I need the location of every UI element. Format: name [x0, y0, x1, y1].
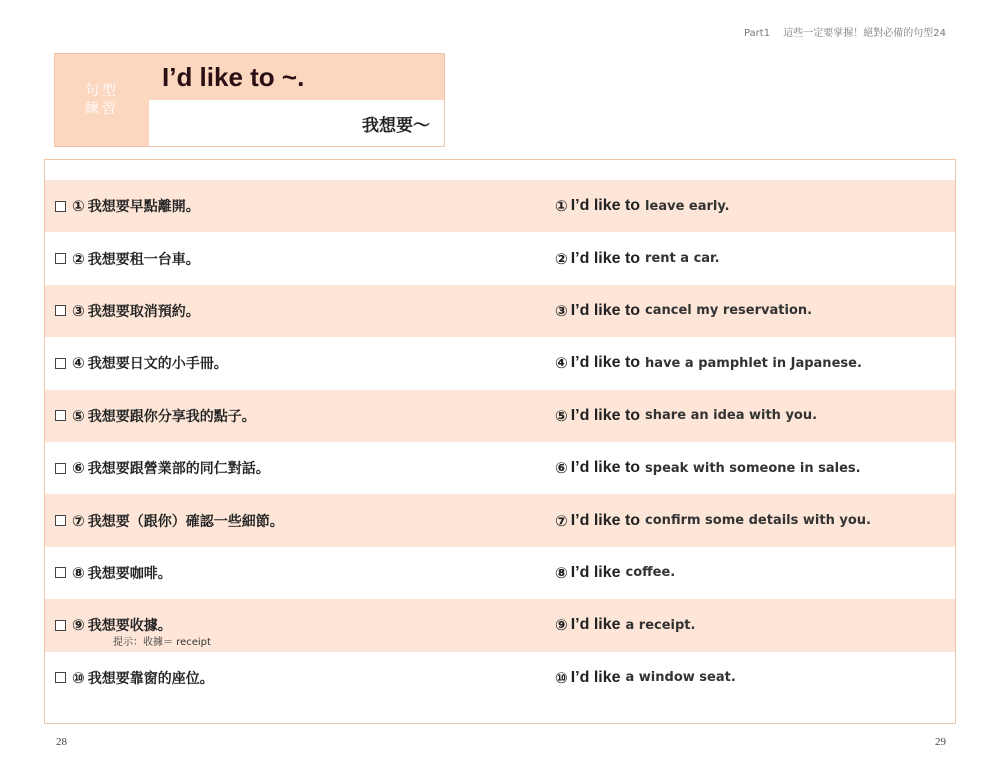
english-answer [555, 599, 695, 651]
exercise-row [45, 390, 955, 442]
item-number: ⑦ [72, 511, 85, 530]
chinese-prompt [55, 442, 270, 494]
answer-rest: leave early. [645, 198, 730, 214]
exercise-rows [45, 180, 955, 704]
checkbox[interactable] [55, 358, 66, 369]
checkbox[interactable] [55, 253, 66, 264]
english-answer [555, 285, 812, 337]
exercise-row [45, 599, 955, 651]
page-number-right: 29 [935, 736, 946, 748]
checkbox[interactable] [55, 201, 66, 212]
item-number: ⑩ [72, 668, 85, 687]
chinese-sentence: 我想要（跟你）確認一些細節。 [87, 513, 284, 530]
answer-number: ⑨ [555, 616, 568, 635]
english-answer [555, 494, 871, 546]
exercise-row [45, 442, 955, 494]
answer-rest: a window seat. [625, 670, 736, 686]
item-number: ① [72, 197, 85, 216]
pattern-title-box [54, 53, 445, 147]
chinese-prompt [55, 390, 256, 442]
answer-number: ① [555, 197, 568, 216]
answer-rest: speak with someone in sales. [645, 460, 861, 476]
chinese-sentence: 我想要早點離開。 [87, 199, 200, 216]
hint-text: 提示：收據＝ receipt [113, 637, 211, 649]
exercise-row [45, 337, 955, 389]
english-answer [555, 337, 862, 389]
checkbox[interactable] [55, 515, 66, 526]
answer-number: ⑤ [555, 406, 568, 425]
exercise-row [45, 547, 955, 599]
pattern-tag [55, 54, 149, 146]
chinese-sentence: 我想要日文的小手冊。 [87, 356, 228, 373]
answer-rest: have a pamphlet in Japanese. [645, 355, 862, 371]
part-label: Part1 [743, 28, 771, 39]
answer-pattern: I’d like to [570, 511, 641, 529]
checkbox[interactable] [55, 463, 66, 474]
chinese-prompt [55, 337, 228, 389]
answer-pattern: I’d like to [570, 406, 641, 424]
answer-number: ⑧ [555, 563, 568, 582]
answer-pattern: I’d like to [570, 249, 641, 267]
exercise-row [45, 285, 955, 337]
answer-number: ⑥ [555, 459, 568, 478]
chinese-sentence: 我想要靠窗的座位。 [87, 670, 214, 687]
pattern-chinese: 我想要～ [362, 115, 430, 136]
checkbox[interactable] [55, 567, 66, 578]
exercise-box [44, 159, 956, 724]
english-answer [555, 232, 720, 284]
item-number: ④ [72, 354, 85, 373]
running-header [744, 24, 946, 39]
answer-pattern: I’d like [570, 616, 621, 634]
chinese-prompt [55, 652, 214, 704]
answer-number: ⑦ [555, 511, 568, 530]
checkbox[interactable] [55, 620, 66, 631]
tag-line-1: 句型 [85, 83, 119, 99]
english-answer [555, 180, 730, 232]
answer-pattern: I’d like [570, 668, 621, 686]
item-number: ③ [72, 301, 85, 320]
answer-number: ④ [555, 354, 568, 373]
pattern-title-main [149, 54, 444, 146]
answer-number: ⑩ [555, 668, 568, 687]
chinese-prompt [55, 494, 284, 546]
answer-number: ② [555, 249, 568, 268]
answer-rest: share an idea with you. [645, 408, 818, 424]
item-number: ⑨ [72, 616, 85, 635]
item-number: ② [72, 249, 85, 268]
answer-rest: confirm some details with you. [645, 513, 871, 529]
english-answer [555, 390, 817, 442]
exercise-row [45, 494, 955, 546]
answer-rest: rent a car. [645, 251, 720, 267]
item-number: ⑧ [72, 563, 85, 582]
checkbox[interactable] [55, 305, 66, 316]
pattern-english: I’d like to ~. [149, 54, 444, 100]
answer-pattern: I’d like to [570, 301, 641, 319]
exercise-row [45, 180, 955, 232]
answer-pattern: I’d like to [570, 197, 641, 215]
chinese-sentence: 我想要收據。 [87, 618, 172, 635]
section-title: 這些一定要掌握！絕對必備的句型24 [783, 28, 946, 39]
page-number-left: 28 [56, 736, 67, 748]
checkbox[interactable] [55, 410, 66, 421]
chinese-prompt [55, 547, 172, 599]
checkbox[interactable] [55, 672, 66, 683]
chinese-prompt [55, 180, 200, 232]
answer-pattern: I’d like [570, 563, 621, 581]
exercise-row [45, 232, 955, 284]
exercise-row [45, 652, 955, 704]
answer-rest: a receipt. [625, 617, 696, 633]
english-answer [555, 442, 861, 494]
chinese-prompt [55, 232, 200, 284]
chinese-sentence: 我想要跟你分享我的點子。 [87, 408, 256, 425]
answer-pattern: I’d like to [570, 354, 641, 372]
tag-line-2: 練習 [85, 101, 119, 117]
item-number: ⑥ [72, 459, 85, 478]
answer-number: ③ [555, 301, 568, 320]
chinese-sentence: 我想要跟營業部的同仁對話。 [87, 461, 270, 478]
english-answer [555, 547, 675, 599]
answer-pattern: I’d like to [570, 459, 641, 477]
english-answer [555, 652, 736, 704]
chinese-sentence: 我想要租一台車。 [87, 251, 200, 268]
answer-rest: coffee. [625, 565, 676, 581]
answer-rest: cancel my reservation. [645, 303, 813, 319]
item-number: ⑤ [72, 406, 85, 425]
chinese-sentence: 我想要取消預約。 [87, 303, 200, 320]
chinese-prompt [55, 285, 200, 337]
chinese-sentence: 我想要咖啡。 [87, 565, 172, 582]
